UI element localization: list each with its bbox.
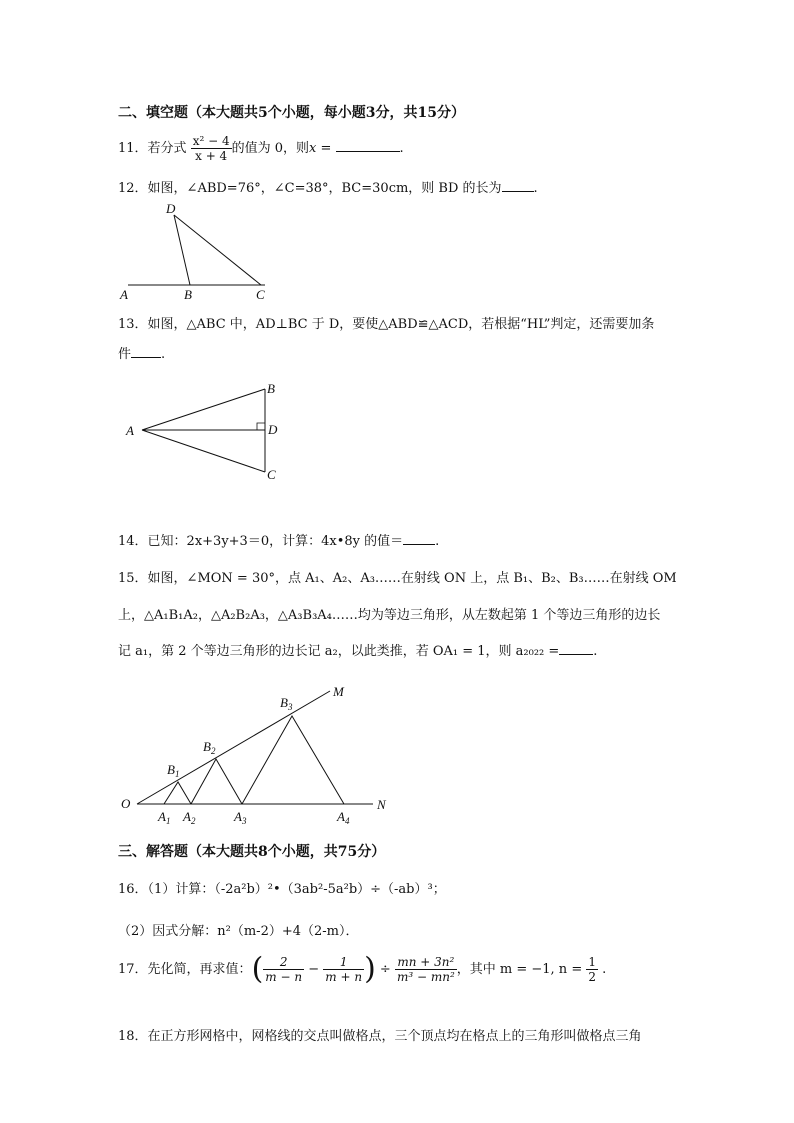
question-13-line-2	[118, 343, 165, 362]
fraction-denominator: m + n	[325, 970, 363, 984]
fraction-denominator: x + 4	[195, 149, 228, 163]
question-text: ，其中 m = −1, n =	[456, 962, 583, 977]
question-text: 如图，∠MON = 30°，点 A₁、A₂、A₃……在射线 ON 上，点 B₁、B₂、B₃……在射线 OM	[147, 571, 677, 586]
question-15-line-2	[118, 604, 660, 623]
question-16-part-2	[118, 920, 359, 939]
question-11	[118, 132, 404, 166]
point-label-o: O	[121, 796, 131, 811]
question-text: （1）计算：（-2a²b）²•（3ab²-5a²b）÷（-ab）³；	[147, 882, 446, 897]
question-number: 13．	[118, 317, 148, 332]
point-label-a: A	[120, 287, 128, 302]
point-label-b3: $B_3$	[280, 695, 293, 712]
operator: −	[308, 962, 320, 977]
point-label-a3: $A_3$	[234, 809, 247, 826]
point-label-b: B	[184, 287, 192, 302]
answer-blank[interactable]	[559, 642, 593, 655]
question-text: 已知：2x+3y+3＝0，计算：4x•8y 的值＝	[147, 534, 404, 549]
answer-blank[interactable]	[403, 532, 435, 545]
point-label-b1: $B_1$	[167, 762, 180, 779]
question-text: 件	[118, 347, 132, 362]
point-label-b: B	[267, 381, 275, 396]
question-15-line-3	[118, 640, 597, 659]
point-label-d: D	[166, 201, 176, 216]
paren-right: )	[364, 951, 376, 987]
point-label-c: C	[256, 287, 265, 302]
question-number: 16．	[118, 882, 148, 897]
question-number: 14．	[118, 534, 148, 549]
answer-blank[interactable]	[336, 139, 400, 152]
question-18	[118, 1025, 642, 1044]
point-label-a1: $A_1$	[158, 809, 171, 826]
fraction	[191, 134, 232, 163]
question-15-line-1	[118, 567, 677, 586]
fraction-numerator: x² − 4	[192, 134, 230, 148]
answer-blank[interactable]	[131, 345, 161, 358]
question-text: 上，△A₁B₁A₂，△A₂B₂A₃，△A₃B₃A₄……均为等边三角形，从左数起第 1 个等边三角形的边长	[118, 608, 661, 623]
point-label-a2: $A_2$	[183, 809, 196, 826]
question-17	[118, 950, 606, 990]
point-label-a: A	[126, 423, 134, 438]
question-text: 记 a₁，第 2 个等边三角形的边长记 a₂，以此类推，若 OA₁ = 1，则 a₂₀₂₂ =	[118, 644, 560, 659]
point-label-d: D	[268, 422, 278, 437]
question-text: 先化简，再求值：	[147, 962, 252, 977]
period: .	[399, 141, 404, 156]
fraction-denominator: 2	[588, 970, 596, 984]
question-text: 的值为 0，则	[231, 141, 310, 156]
fraction	[395, 955, 457, 984]
period: .	[593, 644, 598, 659]
fraction	[323, 955, 364, 984]
question-text: （2）因式分解：n²（m-2）+4（2-m）．	[118, 924, 359, 939]
answer-blank[interactable]	[502, 179, 534, 192]
question-text: 在正方形网格中，网格线的交点叫做格点，三个顶点均在格点上的三角形叫做格点三角	[147, 1029, 642, 1044]
fraction	[263, 955, 304, 984]
question-text: 如图，∠ABD=76°，∠C=38°，BC=30cm，则 BD 的长为	[147, 181, 502, 196]
point-label-n: N	[377, 797, 386, 812]
question-13-line-1	[118, 313, 654, 332]
fraction-numerator: 1	[588, 955, 596, 969]
fraction-denominator: m − n	[265, 970, 303, 984]
fraction-numerator: 1	[323, 955, 364, 970]
variable: x =	[309, 141, 332, 156]
question-16-part-1	[118, 878, 446, 897]
question-number: 15．	[118, 571, 148, 586]
question-14	[118, 530, 439, 549]
question-number: 12．	[118, 181, 148, 196]
point-label-a4: $A_4$	[337, 809, 350, 826]
point-label-c: C	[267, 467, 276, 482]
fraction-numerator: 2	[263, 955, 304, 970]
figure-q12	[110, 198, 280, 304]
period: .	[533, 181, 538, 196]
section-2-heading: 二、填空题（本大题共5个小题，每小题3分，共15分）	[118, 105, 465, 121]
question-text: 若分式	[147, 141, 187, 156]
period: .	[602, 962, 607, 977]
question-number: 18．	[118, 1029, 148, 1044]
figure-q15	[115, 680, 405, 826]
question-number: 11．	[118, 141, 148, 156]
question-text: 如图，△ABC 中，AD⊥BC 于 D，要使△ABD≌△ACD，若根据“HL”判定，还需要加条	[147, 317, 655, 332]
section-3-heading: 三、解答题（本大题共8个小题，共75分）	[118, 844, 386, 860]
figure-q13	[120, 378, 290, 486]
period: .	[435, 534, 440, 549]
point-label-b2: $B_2$	[203, 739, 216, 756]
fraction-numerator: mn + 3n²	[395, 955, 457, 970]
period: .	[161, 347, 166, 362]
fraction	[586, 955, 598, 984]
operator: ÷	[379, 962, 391, 977]
fraction-denominator: m³ − mn²	[396, 970, 455, 984]
point-label-m: M	[333, 684, 344, 699]
question-12	[118, 177, 538, 196]
question-number: 17．	[118, 962, 148, 977]
paren-left: (	[251, 951, 264, 987]
